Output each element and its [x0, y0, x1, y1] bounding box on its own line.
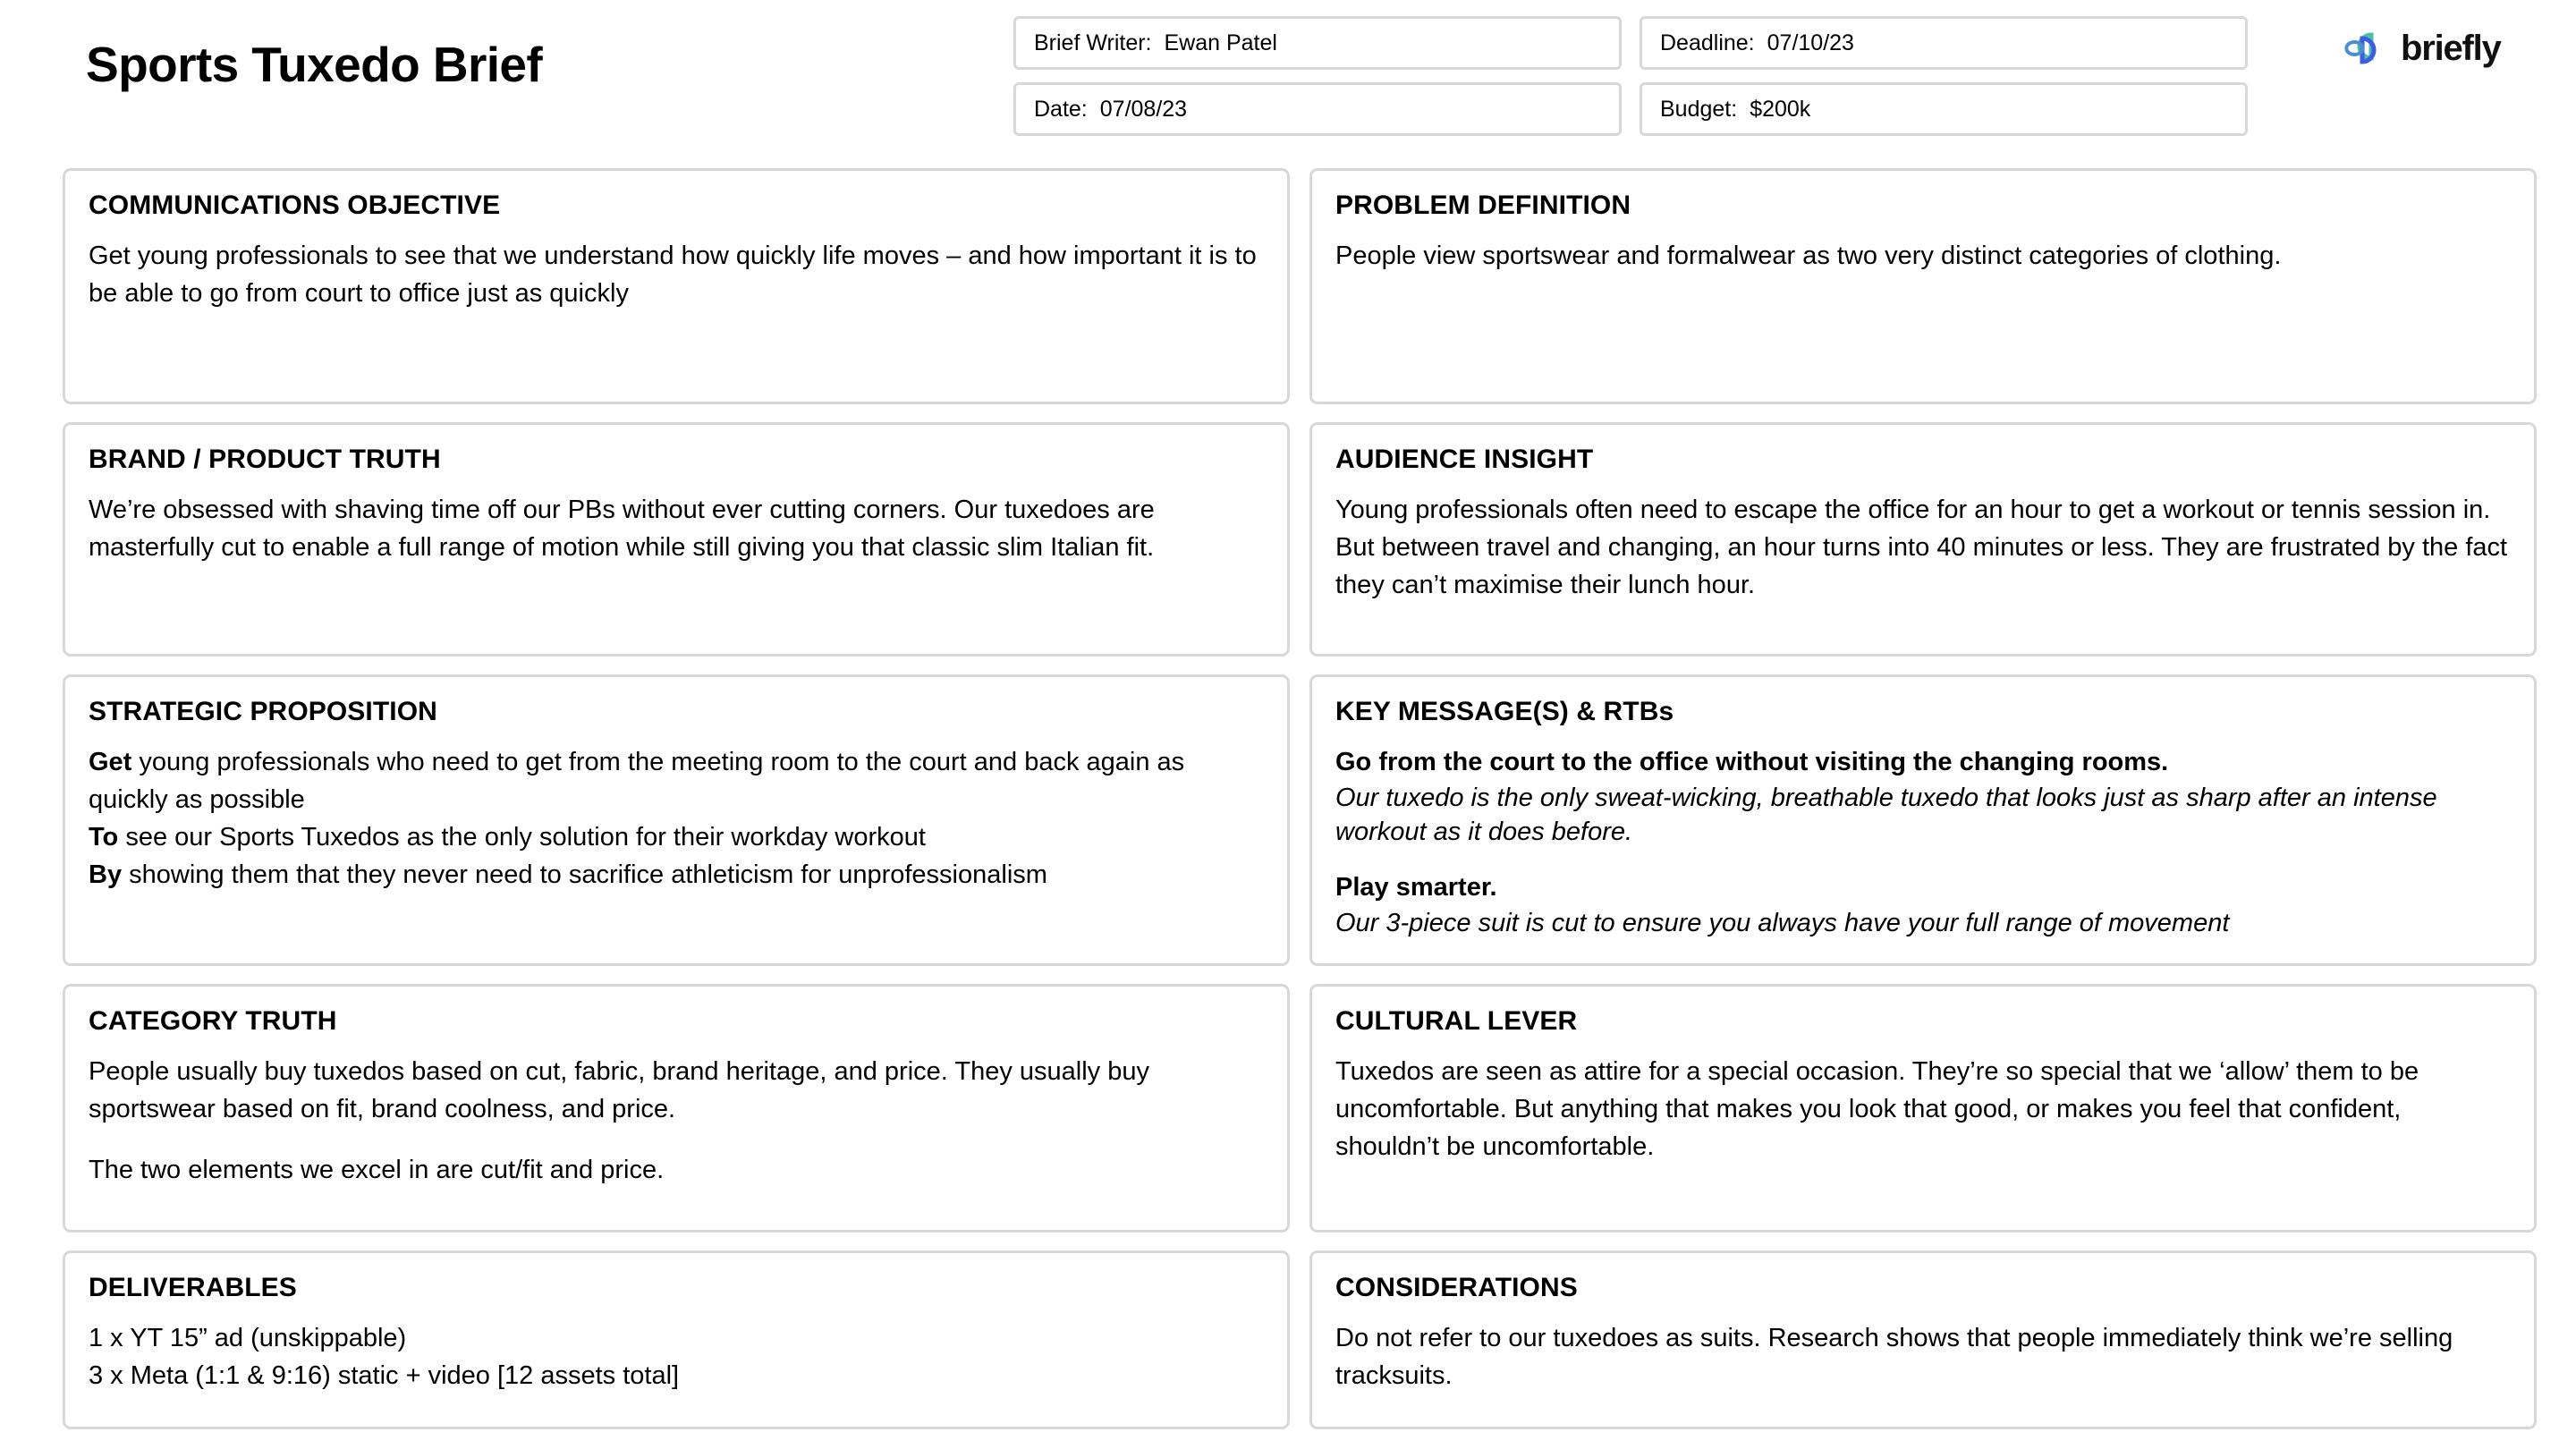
section-deliverables[interactable]: [63, 1250, 1290, 1429]
document-header: [0, 0, 2576, 159]
briefly-loop-icon: [2342, 23, 2392, 73]
section-paragraph: Young professionals often need to escape the office for an hour to get a workout or tennis session in. But between travel and changing, an hour turns into 40 minutes or less. They are frustrated by the fact they can’t maximise their lunch hour.: [1335, 496, 2508, 599]
briefly-wordmark: briefly: [2401, 28, 2501, 68]
section-title: CONSIDERATIONS: [1335, 1273, 1578, 1302]
brief-meta-fields: [1013, 16, 2248, 136]
section-body: [89, 237, 1264, 312]
key-message-block: [1335, 743, 2511, 849]
proposition-line-to: [89, 818, 1264, 856]
section-body: [89, 743, 1264, 894]
rtb-text: Our 3-piece suit is cut to ensure you always have your full range of movement: [1335, 909, 2230, 937]
section-paragraph: People view sportswear and formalwear as two very distinct categories of clothing.: [1335, 242, 2282, 270]
key-message-text: Play smarter.: [1335, 873, 1497, 902]
proposition-text-by: showing them that they never need to sacrifice athleticism for unprofessionalism: [122, 860, 1047, 889]
brief-writer-label: Brief Writer:: [1034, 30, 1152, 55]
section-body: [89, 491, 1264, 566]
deadline-field[interactable]: [1640, 16, 2248, 70]
section-title: KEY MESSAGE(S) & RTBs: [1335, 697, 1674, 726]
section-title: BRAND / PRODUCT TRUTH: [89, 445, 441, 474]
section-brand-product-truth[interactable]: [63, 422, 1290, 657]
section-key-messages-rtbs[interactable]: [1309, 674, 2537, 966]
brief-sections-grid: [63, 168, 2513, 1429]
proposition-line-get: [89, 743, 1264, 818]
proposition-line-by: [89, 856, 1264, 894]
deadline-label: Deadline:: [1660, 30, 1755, 55]
proposition-text-get: young professionals who need to get from the meeting room to the court and back again as quickly as possible: [89, 748, 1185, 814]
date-label: Date:: [1034, 96, 1088, 122]
section-title: COMMUNICATIONS OBJECTIVE: [89, 191, 501, 220]
section-body: [1335, 491, 2511, 604]
budget-field[interactable]: [1640, 82, 2248, 136]
date-value: 07/08/23: [1099, 96, 1188, 122]
section-category-truth[interactable]: [63, 984, 1290, 1233]
section-strategic-proposition[interactable]: [63, 674, 1290, 966]
key-message-block: [1335, 869, 2511, 940]
proposition-lead-get: Get: [89, 748, 132, 776]
deliverable-item: 3 x Meta (1:1 & 9:16) static + video [12 assets total]: [89, 1361, 680, 1390]
deliverable-item: 1 x YT 15” ad (unskippable): [89, 1324, 407, 1352]
section-paragraph: People usually buy tuxedos based on cut, fabric, brand heritage, and price. They usually buy sportswear based on fit, brand coolness, and price.: [89, 1057, 1149, 1123]
section-title: STRATEGIC PROPOSITION: [89, 697, 437, 726]
briefly-logo[interactable]: [2342, 23, 2501, 73]
section-paragraph: The two elements we excel in are cut/fit and price.: [89, 1156, 665, 1184]
key-message-text: Go from the court to the office without visiting the changing rooms.: [1335, 748, 2169, 776]
section-title: DELIVERABLES: [89, 1273, 297, 1302]
section-body: [89, 1053, 1264, 1189]
brief-writer-field[interactable]: [1013, 16, 1622, 70]
section-considerations[interactable]: [1309, 1250, 2537, 1429]
section-title: AUDIENCE INSIGHT: [1335, 445, 1594, 474]
section-problem-definition[interactable]: [1309, 168, 2537, 404]
section-title: CULTURAL LEVER: [1335, 1006, 1578, 1036]
section-paragraph: Get young professionals to see that we understand how quickly life moves – and how important it is to be able to go from court to office just as quickly: [89, 242, 1257, 308]
section-cultural-lever[interactable]: [1309, 984, 2537, 1233]
budget-label: Budget:: [1660, 96, 1738, 122]
section-body: [1335, 1053, 2511, 1165]
budget-value: $200k: [1750, 96, 1811, 122]
section-body: [1335, 237, 2511, 275]
proposition-lead-by: By: [89, 860, 123, 889]
section-paragraph: Tuxedos are seen as attire for a special occasion. They’re so special that we ‘allow’ them to be uncomfortable. But anything that makes you look that good, or makes you feel that confident, shouldn’t be uncomfortable.: [1335, 1057, 2419, 1161]
proposition-text-to: see our Sports Tuxedos as the only solution for their workday workout: [118, 823, 926, 852]
section-title: PROBLEM DEFINITION: [1335, 191, 1631, 220]
section-paragraph: We’re obsessed with shaving time off our PBs without ever cutting corners. Our tuxedoes are masterfully cut to enable a full range of motion while still giving you that classic slim Italian fit.: [89, 496, 1155, 562]
deadline-value: 07/10/23: [1767, 30, 1854, 55]
section-body: [1335, 1319, 2511, 1394]
proposition-lead-to: To: [89, 823, 119, 852]
section-title: CATEGORY TRUTH: [89, 1006, 337, 1036]
date-field[interactable]: [1013, 82, 1622, 136]
section-paragraph: Do not refer to our tuxedoes as suits. Research shows that people immediately think we’re selling tracksuits.: [1335, 1324, 2453, 1390]
page-title: Sports Tuxedo Brief: [86, 37, 543, 92]
brief-writer-value: Ewan Patel: [1164, 30, 1277, 55]
section-body: [1335, 743, 2511, 940]
section-communications-objective[interactable]: [63, 168, 1290, 404]
section-audience-insight[interactable]: [1309, 422, 2537, 657]
section-body: [89, 1319, 1264, 1394]
rtb-text: Our tuxedo is the only sweat-wicking, breathable tuxedo that looks just as sharp after an intense workout as it does before.: [1335, 784, 2437, 846]
